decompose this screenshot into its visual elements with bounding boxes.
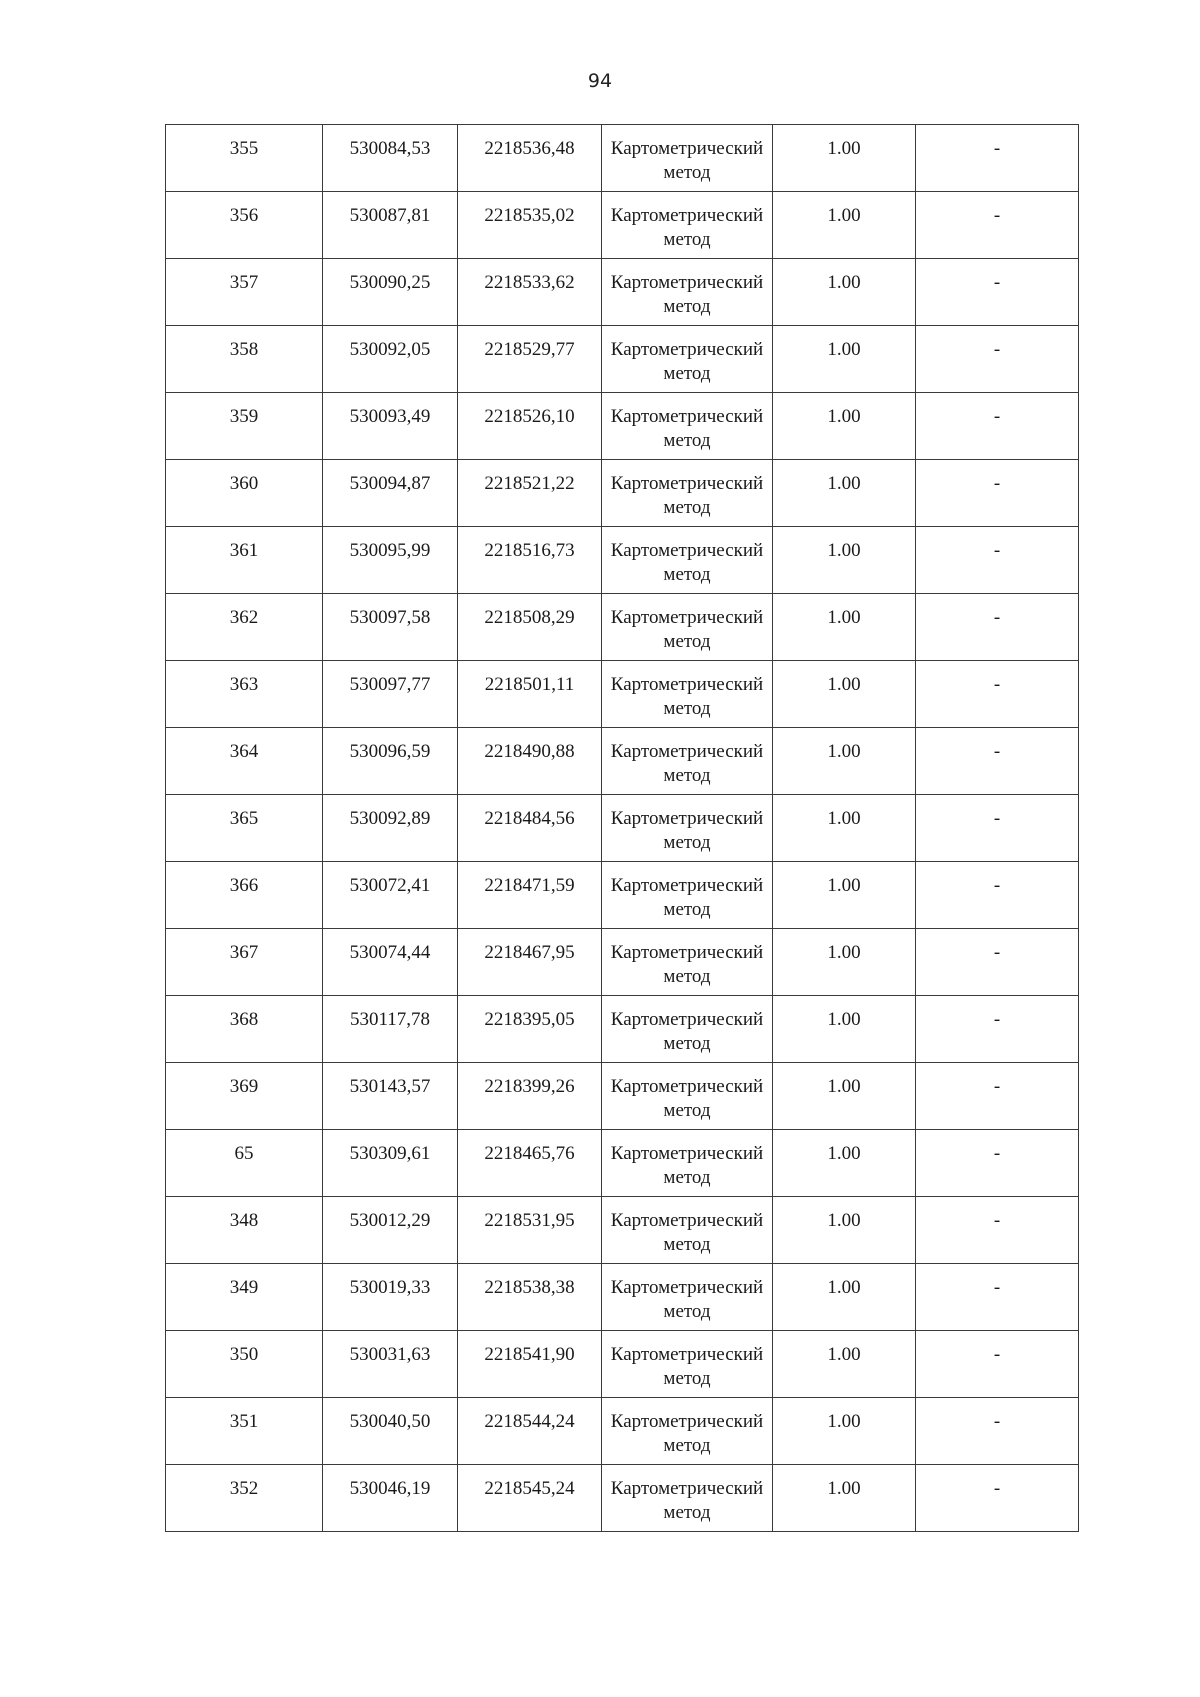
y-coordinate-cell: 2218521,22 (458, 460, 602, 527)
table-row (166, 393, 1079, 460)
note-cell: - (916, 1331, 1079, 1398)
note-cell: - (916, 1465, 1079, 1532)
x-coordinate-cell: 530074,44 (323, 929, 458, 996)
point-number-cell: 356 (166, 192, 323, 259)
table-row (166, 996, 1079, 1063)
accuracy-cell: 1.00 (773, 661, 916, 728)
table-row (166, 326, 1079, 393)
x-coordinate-cell: 530097,58 (323, 594, 458, 661)
accuracy-cell: 1.00 (773, 1063, 916, 1130)
point-number-cell: 351 (166, 1398, 323, 1465)
accuracy-cell: 1.00 (773, 393, 916, 460)
x-coordinate-cell: 530092,05 (323, 326, 458, 393)
note-cell: - (916, 393, 1079, 460)
method-cell: Картометрический метод (602, 259, 773, 326)
y-coordinate-cell: 2218501,11 (458, 661, 602, 728)
y-coordinate-cell: 2218545,24 (458, 1465, 602, 1532)
x-coordinate-cell: 530092,89 (323, 795, 458, 862)
method-cell: Картометрический метод (602, 862, 773, 929)
x-coordinate-cell: 530309,61 (323, 1130, 458, 1197)
x-coordinate-cell: 530096,59 (323, 728, 458, 795)
y-coordinate-cell: 2218508,29 (458, 594, 602, 661)
method-cell: Картометрический метод (602, 1331, 773, 1398)
point-number-cell: 358 (166, 326, 323, 393)
method-cell: Картометрический метод (602, 1398, 773, 1465)
table-row (166, 527, 1079, 594)
method-cell: Картометрический метод (602, 1063, 773, 1130)
method-cell: Картометрический метод (602, 527, 773, 594)
table-row (166, 594, 1079, 661)
accuracy-cell: 1.00 (773, 1130, 916, 1197)
y-coordinate-cell: 2218533,62 (458, 259, 602, 326)
accuracy-cell: 1.00 (773, 192, 916, 259)
x-coordinate-cell: 530031,63 (323, 1331, 458, 1398)
method-cell: Картометрический метод (602, 393, 773, 460)
x-coordinate-cell: 530093,49 (323, 393, 458, 460)
note-cell: - (916, 1264, 1079, 1331)
table-row (166, 1398, 1079, 1465)
table-row (166, 1197, 1079, 1264)
y-coordinate-cell: 2218526,10 (458, 393, 602, 460)
coordinates-table-body (166, 125, 1079, 1532)
method-cell: Картометрический метод (602, 795, 773, 862)
note-cell: - (916, 862, 1079, 929)
note-cell: - (916, 594, 1079, 661)
y-coordinate-cell: 2218490,88 (458, 728, 602, 795)
x-coordinate-cell: 530095,99 (323, 527, 458, 594)
accuracy-cell: 1.00 (773, 1465, 916, 1532)
x-coordinate-cell: 530087,81 (323, 192, 458, 259)
point-number-cell: 359 (166, 393, 323, 460)
x-coordinate-cell: 530090,25 (323, 259, 458, 326)
note-cell: - (916, 326, 1079, 393)
point-number-cell: 366 (166, 862, 323, 929)
note-cell: - (916, 192, 1079, 259)
y-coordinate-cell: 2218541,90 (458, 1331, 602, 1398)
point-number-cell: 65 (166, 1130, 323, 1197)
note-cell: - (916, 929, 1079, 996)
method-cell: Картометрический метод (602, 192, 773, 259)
x-coordinate-cell: 530040,50 (323, 1398, 458, 1465)
y-coordinate-cell: 2218395,05 (458, 996, 602, 1063)
table-row (166, 929, 1079, 996)
table-row (166, 728, 1079, 795)
note-cell: - (916, 1063, 1079, 1130)
method-cell: Картометрический метод (602, 1465, 773, 1532)
point-number-cell: 368 (166, 996, 323, 1063)
table-row (166, 259, 1079, 326)
note-cell: - (916, 728, 1079, 795)
method-cell: Картометрический метод (602, 125, 773, 192)
point-number-cell: 365 (166, 795, 323, 862)
x-coordinate-cell: 530117,78 (323, 996, 458, 1063)
method-cell: Картометрический метод (602, 460, 773, 527)
point-number-cell: 355 (166, 125, 323, 192)
accuracy-cell: 1.00 (773, 1331, 916, 1398)
y-coordinate-cell: 2218516,73 (458, 527, 602, 594)
table-row (166, 862, 1079, 929)
x-coordinate-cell: 530143,57 (323, 1063, 458, 1130)
y-coordinate-cell: 2218484,56 (458, 795, 602, 862)
accuracy-cell: 1.00 (773, 527, 916, 594)
x-coordinate-cell: 530019,33 (323, 1264, 458, 1331)
table-row (166, 125, 1079, 192)
point-number-cell: 357 (166, 259, 323, 326)
x-coordinate-cell: 530097,77 (323, 661, 458, 728)
table-row (166, 1465, 1079, 1532)
method-cell: Картометрический метод (602, 326, 773, 393)
note-cell: - (916, 527, 1079, 594)
accuracy-cell: 1.00 (773, 460, 916, 527)
accuracy-cell: 1.00 (773, 326, 916, 393)
method-cell: Картометрический метод (602, 1197, 773, 1264)
y-coordinate-cell: 2218467,95 (458, 929, 602, 996)
y-coordinate-cell: 2218465,76 (458, 1130, 602, 1197)
table-row (166, 1264, 1079, 1331)
point-number-cell: 361 (166, 527, 323, 594)
accuracy-cell: 1.00 (773, 259, 916, 326)
accuracy-cell: 1.00 (773, 1197, 916, 1264)
method-cell: Картометрический метод (602, 929, 773, 996)
y-coordinate-cell: 2218531,95 (458, 1197, 602, 1264)
y-coordinate-cell: 2218529,77 (458, 326, 602, 393)
table-row (166, 1331, 1079, 1398)
note-cell: - (916, 1197, 1079, 1264)
table-row (166, 795, 1079, 862)
note-cell: - (916, 1130, 1079, 1197)
note-cell: - (916, 661, 1079, 728)
x-coordinate-cell: 530084,53 (323, 125, 458, 192)
point-number-cell: 350 (166, 1331, 323, 1398)
accuracy-cell: 1.00 (773, 1264, 916, 1331)
accuracy-cell: 1.00 (773, 795, 916, 862)
accuracy-cell: 1.00 (773, 594, 916, 661)
y-coordinate-cell: 2218536,48 (458, 125, 602, 192)
method-cell: Картометрический метод (602, 594, 773, 661)
point-number-cell: 348 (166, 1197, 323, 1264)
page-number: 94 (587, 70, 613, 92)
method-cell: Картометрический метод (602, 1264, 773, 1331)
method-cell: Картометрический метод (602, 661, 773, 728)
point-number-cell: 349 (166, 1264, 323, 1331)
table-row (166, 192, 1079, 259)
y-coordinate-cell: 2218471,59 (458, 862, 602, 929)
table-row (166, 460, 1079, 527)
note-cell: - (916, 996, 1079, 1063)
accuracy-cell: 1.00 (773, 929, 916, 996)
point-number-cell: 352 (166, 1465, 323, 1532)
method-cell: Картометрический метод (602, 1130, 773, 1197)
point-number-cell: 362 (166, 594, 323, 661)
y-coordinate-cell: 2218535,02 (458, 192, 602, 259)
x-coordinate-cell: 530094,87 (323, 460, 458, 527)
accuracy-cell: 1.00 (773, 728, 916, 795)
y-coordinate-cell: 2218399,26 (458, 1063, 602, 1130)
note-cell: - (916, 125, 1079, 192)
note-cell: - (916, 795, 1079, 862)
table-row (166, 1130, 1079, 1197)
note-cell: - (916, 460, 1079, 527)
accuracy-cell: 1.00 (773, 862, 916, 929)
coordinates-table (165, 124, 1079, 1532)
point-number-cell: 360 (166, 460, 323, 527)
x-coordinate-cell: 530046,19 (323, 1465, 458, 1532)
point-number-cell: 367 (166, 929, 323, 996)
note-cell: - (916, 259, 1079, 326)
x-coordinate-cell: 530072,41 (323, 862, 458, 929)
y-coordinate-cell: 2218538,38 (458, 1264, 602, 1331)
accuracy-cell: 1.00 (773, 996, 916, 1063)
x-coordinate-cell: 530012,29 (323, 1197, 458, 1264)
accuracy-cell: 1.00 (773, 1398, 916, 1465)
point-number-cell: 364 (166, 728, 323, 795)
y-coordinate-cell: 2218544,24 (458, 1398, 602, 1465)
point-number-cell: 369 (166, 1063, 323, 1130)
note-cell: - (916, 1398, 1079, 1465)
method-cell: Картометрический метод (602, 728, 773, 795)
table-row (166, 661, 1079, 728)
table-row (166, 1063, 1079, 1130)
accuracy-cell: 1.00 (773, 125, 916, 192)
method-cell: Картометрический метод (602, 996, 773, 1063)
point-number-cell: 363 (166, 661, 323, 728)
